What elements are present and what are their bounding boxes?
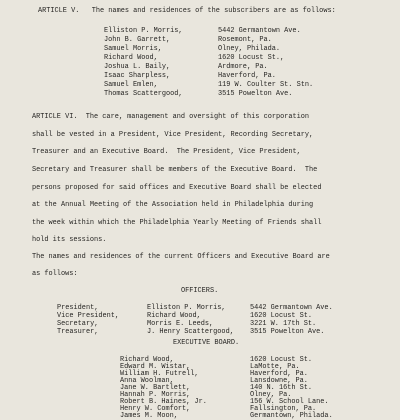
article-vi-line: Treasurer and an Executive Board. The President, Vice President, [32, 148, 301, 156]
board-member-name: Anna Woolman, [120, 377, 174, 385]
article-v-heading: ARTICLE V. The names and residences of the subscribers are as follows: [38, 7, 336, 15]
board-member-address: Lansdowne, Pa. [250, 377, 308, 385]
subscriber-name: Samuel Morris, [104, 45, 162, 53]
board-member-name: Henry W. Comfort, [120, 405, 191, 413]
officer-address: 3221 W. 17th St. [250, 320, 317, 328]
article-vi-line: Secretary and Treasurer shall be members of the Executive Board. The [32, 166, 318, 174]
subscriber-address: Olney, Philada. [218, 45, 281, 53]
subscriber-name: Isaac Sharpless, [104, 72, 171, 80]
officer-name: Elliston P. Morris, [147, 304, 226, 312]
board-member-name: James M. Moon, [120, 412, 178, 420]
board-member-name: William H. Futrell, [120, 370, 199, 378]
officer-role: Treasurer, [57, 328, 99, 336]
officers-heading: OFFICERS. [181, 287, 219, 295]
board-member-name: Edward M. Wistar, [120, 363, 191, 371]
board-member-address: Fallsington, Pa. [250, 405, 317, 413]
executive-board-heading: EXECUTIVE BOARD. [173, 339, 240, 347]
board-member-name: Robert B. Haines, Jr. [120, 398, 207, 406]
subscriber-name: Richard Wood, [104, 54, 158, 62]
article-vi-line: ARTICLE VI. The care, management and oversight of this corporation [32, 113, 310, 121]
current-intro-line: as follows: [32, 270, 78, 278]
officer-role: Vice President, [57, 312, 120, 320]
board-member-address: Haverford, Pa. [250, 370, 308, 378]
officer-name: J. Henry Scattergood, [147, 328, 234, 336]
subscriber-name: John B. Garrett, [104, 36, 171, 44]
article-vi-line: hold its sessions. [32, 236, 107, 244]
subscriber-name: Elliston P. Morris, [104, 27, 183, 35]
officer-role: President, [57, 304, 99, 312]
officer-name: Richard Wood, [147, 312, 201, 320]
officer-address: 1620 Locust St. [250, 312, 313, 320]
article-vi-line: persons proposed for said offices and Executive Board shall be elected [32, 184, 322, 192]
officer-name: Morris E. Leeds, [147, 320, 214, 328]
board-member-name: Richard Wood, [120, 356, 174, 364]
current-intro-line: The names and residences of the current Officers and Executive Board are [32, 253, 330, 261]
subscriber-address: 1620 Locust St., [218, 54, 285, 62]
board-member-address: Germantown, Philada. [250, 412, 333, 420]
subscriber-address: Rosemont, Pa. [218, 36, 272, 44]
subscriber-address: 119 W. Coulter St. Stn. [218, 81, 314, 89]
subscriber-address: Ardmore, Pa. [218, 63, 268, 71]
board-member-address: Olney, Pa. [250, 391, 292, 399]
subscriber-address: 5442 Germantown Ave. [218, 27, 301, 35]
board-member-name: Hannah P. Morris, [120, 391, 191, 399]
subscriber-name: Thomas Scattergood, [104, 90, 183, 98]
board-member-address: 156 W. School Lane. [250, 398, 329, 406]
officer-address: 5442 Germantown Ave. [250, 304, 333, 312]
officer-address: 3515 Powelton Ave. [250, 328, 325, 336]
board-member-address: 140 N. 16th St. [250, 384, 313, 392]
board-member-address: 1620 Locust St. [250, 356, 313, 364]
article-vi-line: the week within which the Philadelphia Yearly Meeting of Friends shall [32, 219, 322, 227]
subscriber-address: Haverford, Pa. [218, 72, 276, 80]
subscriber-name: Joshua L. Baily, [104, 63, 171, 71]
subscriber-name: Samuel Emlen, [104, 81, 158, 89]
article-vi-line: shall be vested in a President, Vice President, Recording Secretary, [32, 131, 314, 139]
board-member-name: Jane W. Bartlett, [120, 384, 191, 392]
article-vi-line: at the Annual Meeting of the Association held in Philadelphia during [32, 201, 314, 209]
subscriber-address: 3515 Powelton Ave. [218, 90, 293, 98]
board-member-address: LaMotte, Pa. [250, 363, 300, 371]
officer-role: Secretary, [57, 320, 99, 328]
